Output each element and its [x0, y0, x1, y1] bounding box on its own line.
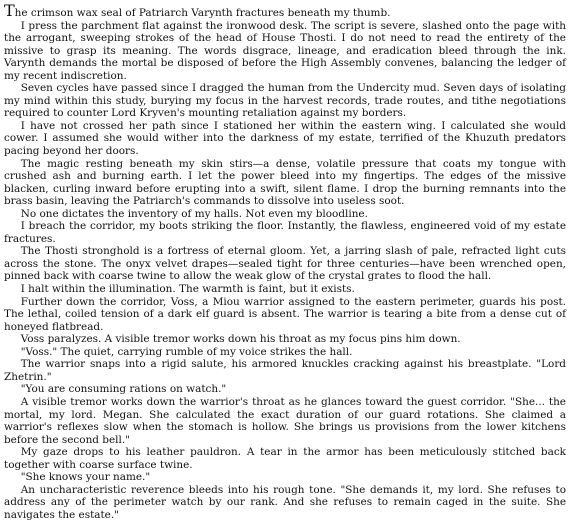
paragraph-12: "Voss." The quiet, carrying rumble of my voice strikes the hall. — [20, 345, 353, 358]
paragraph-2: I press the parchment flat against the ironwood desk. The script is severe, slashed onto the page with the arrogant, sweeping strokes of the head of House Thosti. I do not need to read the entirety of the missive to grasp its meaning. The words disgrace, lineage, and eradication bleed through the ink. Varynth demands the mortal be disposed of before the High Assembly convenes, balancing the ledger of my recent indiscretion. — [4, 19, 566, 82]
paragraph-1-text: he crimson wax seal of Patriarch Varynth fractures beneath my thumb. — [14, 7, 391, 19]
paragraph-14: "You are consuming rations on watch." — [20, 383, 227, 396]
paragraph-15: A visible tremor works down the warrior's throat as he glances toward the guest corridor. "She... the mortal, my lord. Megan. She calculated the exact duration of our guard rotations. She claimed a warrior's reflexes slow when the stomach is hollow. She brings us provisions from the lower kitchens before the second bell." — [4, 395, 566, 446]
paragraph-16: My gaze drops to his leather pauldron. A tear in the armor has been meticulously stitched back together with coarse surface twine. — [4, 446, 566, 471]
paragraph-13: The warrior snaps into a rigid salute, his armored knuckles cracking against his breastplate. "Lord Zhetrin." — [4, 358, 566, 383]
paragraph-3: Seven cycles have passed since I dragged the human from the Undercity mud. Seven days of isolating my mind within this study, burying my focus in the harvest records, trade routes, and tithe negotiations required to counter Lord Kryven's mounting retaliation against my borders. — [4, 82, 566, 120]
paragraph-17: "She knows your name." — [20, 471, 151, 484]
paragraph-1 — [4, 1, 566, 20]
paragraph-7: I breach the corridor, my boots striking the floor. Instantly, the flawless, engineered void of my estate fractures. — [4, 220, 566, 245]
paragraph-11: Voss paralyzes. A visible tremor works down his throat as my focus pins him down. — [20, 333, 461, 346]
paragraph-18: An uncharacteristic reverence bleeds into his rough tone. "She demands it, my lord. She refuses to address any of the perimeter watch by our rank. And she refuses to remain caged in the suite. She navigates the estate." — [4, 483, 566, 521]
paragraph-4: I have not crossed her path since I stationed her within the eastern wing. I calculated she would cower. I assumed she would wither into the darkness of my estate, terrified of the Khuzuth predators pacing beyond her doors. — [4, 119, 566, 158]
drop-cap: T — [4, 1, 15, 20]
paragraph-10: Further down the corridor, Voss, a Miou warrior assigned to the eastern perimeter, guards his post. The lethal, coiled tension of a dark elf guard is absent. The warrior is tearing a bite from a dense cut of honeyed flatbread. — [4, 295, 566, 333]
paragraph-5: The magic resting beneath my skin stirs—a dense, volatile pressure that coats my tongue with crushed ash and burning earth. I let the power bleed into my fingertips. The edges of the missive blacken, curling inward before erupting into a swift, silent flame. I drop the burning remnants into the brass basin, leaving the Patriarch's commands to dissolve into useless soot. — [4, 157, 566, 208]
paragraph-6: No one dictates the inventory of my halls. Not even my bloodline. — [20, 207, 368, 220]
paragraph-8: The Thosti stronghold is a fortress of eternal gloom. Yet, a jarring slash of pale, refracted light cuts across the stone. The onyx velvet drapes—sealed tight for three centuries—have been wrenched open, pinned back with coarse twine to allow the weak glow of the crystal grates to flood the hall. — [4, 245, 566, 283]
paragraph-9: I halt within the illumination. The warmth is faint, but it exists. — [20, 283, 355, 296]
